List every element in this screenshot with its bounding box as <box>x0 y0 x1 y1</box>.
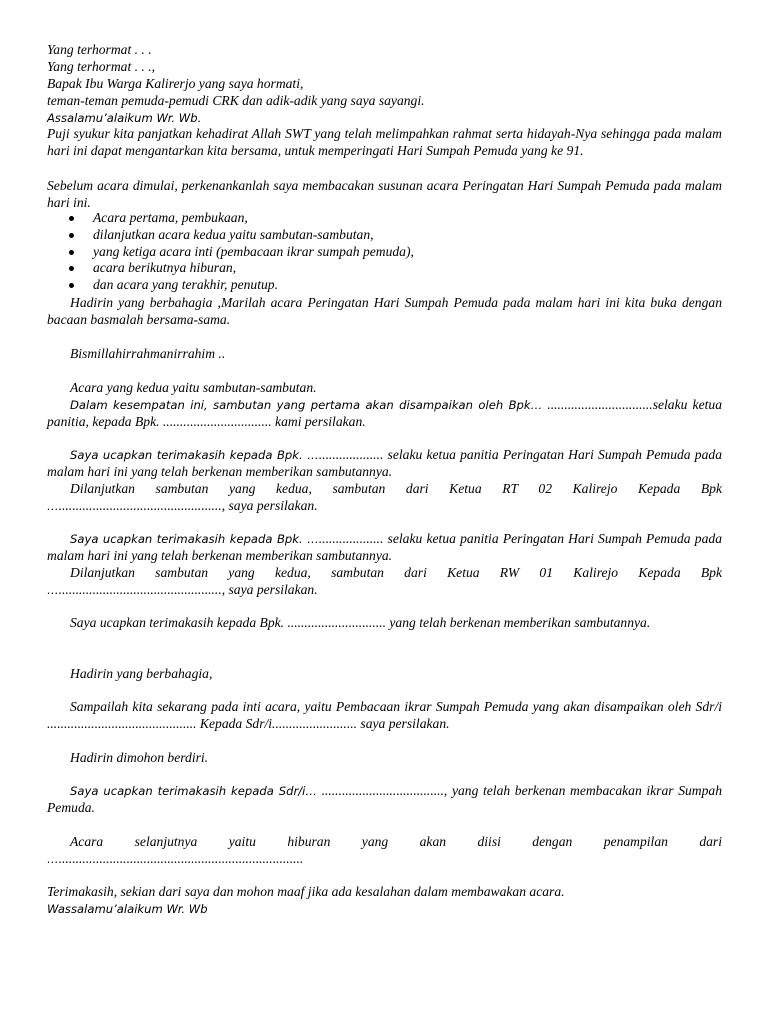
syukur-paragraph: Puji syukur kita panjatkan kehadirat Allah SWT yang telah melimpahkan rahmat serta hidayah-Nya sehingga pada malam hari ini dapat mengantarkan kita bersama, untuk memperingati Hari Sumpah Pemuda yang ke 91. <box>47 126 722 158</box>
bismillah: Bismillahirrahmanirrahim .. <box>70 346 226 361</box>
terimakasih-1 <box>47 447 722 481</box>
agenda-item: dan acara yang terakhir, penutup. <box>47 277 414 294</box>
agenda-list <box>47 210 414 294</box>
terimakasih-4-a: Saya ucapkan terimakasih kepada Sdr/i… <box>70 784 317 798</box>
sambutan-pertama-b: ...............................selaku ketua panitia, kepada Bpk. ................................ kami persilakan. <box>47 397 722 429</box>
susunan-paragraph: Sebelum acara dimulai, perkenankanlah saya membacakan susunan acara Peringatan Hari Sumpah Pemuda pada malam hari ini. <box>47 178 722 210</box>
terimakasih-1-a: Saya ucapkan terimakasih kepada Bpk. … <box>70 448 319 462</box>
terimakasih-2-b: ................... selaku ketua panitia Peringatan Hari Sumpah Pemuda pada malam hari ini yang telah berkenan memberikan sambutannya. <box>47 531 722 563</box>
hiburan-a: … <box>47 852 59 866</box>
greeting-line-4: teman-teman pemuda-pemudi CRK dan adik-adik yang saya sayangi. <box>47 93 425 108</box>
agenda-item: yang ketiga acara inti (pembacaan ikrar sumpah pemuda), <box>47 244 414 261</box>
agenda-item: Acara pertama, pembukaan, <box>47 210 414 227</box>
basmalah-intro: Hadirin yang berbahagia ,Marilah acara Peringatan Hari Sumpah Pemuda pada malam hari ini kita buka dengan bacaan basmalah bersama-sama. <box>47 295 722 327</box>
sambutan-rw-blank <box>47 582 722 599</box>
sambutan-rw-a: … <box>47 583 59 597</box>
hiburan-line: Acara selanjutnya yaitu hiburan yang akan diisi dengan penampilan dari <box>70 834 722 849</box>
terimakasih-2 <box>47 531 722 565</box>
hiburan-blank <box>47 851 722 868</box>
sambutan-pertama-a: Dalam kesempatan ini, sambutan yang pertama akan disampaikan oleh Bpk… <box>70 398 543 412</box>
hiburan-b: ........................................................................ <box>58 851 304 866</box>
hadirin-berbahagia: Hadirin yang berbahagia, <box>70 666 213 681</box>
terimakasih-1-b: ................... selaku ketua panitia Peringatan Hari Sumpah Pemuda pada malam hari ini yang telah berkenan memberikan sambutannya. <box>47 447 722 479</box>
sambutan-rt-line: Dilanjutkan sambutan yang kedua, sambutan dari Ketua RT 02 Kalirejo Kepada Bpk <box>70 481 722 496</box>
sambutan-pertama <box>47 397 722 431</box>
inti-acara: Sampailah kita sekarang pada inti acara, yaitu Pembacaan ikrar Sumpah Pemuda yang akan disampaikan oleh Sdr/i ............................................ Kepada Sdr/i......................... saya persilakan. <box>47 699 722 731</box>
terimakasih-2-a: Saya ucapkan terimakasih kepada Bpk. … <box>70 532 319 546</box>
hadirin-berdiri: Hadirin dimohon berdiri. <box>70 750 209 765</box>
terimakasih-4 <box>47 783 722 817</box>
agenda-item: dilanjutkan acara kedua yaitu sambutan-sambutan, <box>47 227 414 244</box>
terimakasih-4-b: ...................................., yang telah berkenan membacakan ikrar Sumpah Pemuda. <box>47 783 722 815</box>
salam-penutup: Wassalamu’alaikum Wr. Wb <box>47 902 208 916</box>
salam-opening: Assalamu’alaikum Wr. Wb. <box>47 111 202 125</box>
greeting-line-2: Yang terhormat . . ., <box>47 59 156 74</box>
sambutan-rt-blank <box>47 498 722 515</box>
sambutan-rt-a: … <box>47 499 59 513</box>
greeting-line-3: Bapak Ibu Warga Kalirerjo yang saya hormati, <box>47 76 304 91</box>
penutup: Terimakasih, sekian dari saya dan mohon maaf jika ada kesalahan dalam membawakan acara. <box>47 884 565 899</box>
agenda-item: acara berikutnya hiburan, <box>47 260 414 277</box>
greeting-line-1: Yang terhormat . . . <box>47 42 152 57</box>
kedua-intro: Acara yang kedua yaitu sambutan-sambutan. <box>70 380 317 395</box>
sambutan-rw-b: ................................................, saya persilakan. <box>58 582 318 597</box>
sambutan-rw-line: Dilanjutkan sambutan yang kedua, sambutan dari Ketua RW 01 Kalirejo Kepada Bpk <box>70 565 722 580</box>
terimakasih-3: Saya ucapkan terimakasih kepada Bpk. ............................. yang telah berkenan memberikan sambutannya. <box>70 615 651 630</box>
sambutan-rt-b: ................................................, saya persilakan. <box>58 498 318 513</box>
